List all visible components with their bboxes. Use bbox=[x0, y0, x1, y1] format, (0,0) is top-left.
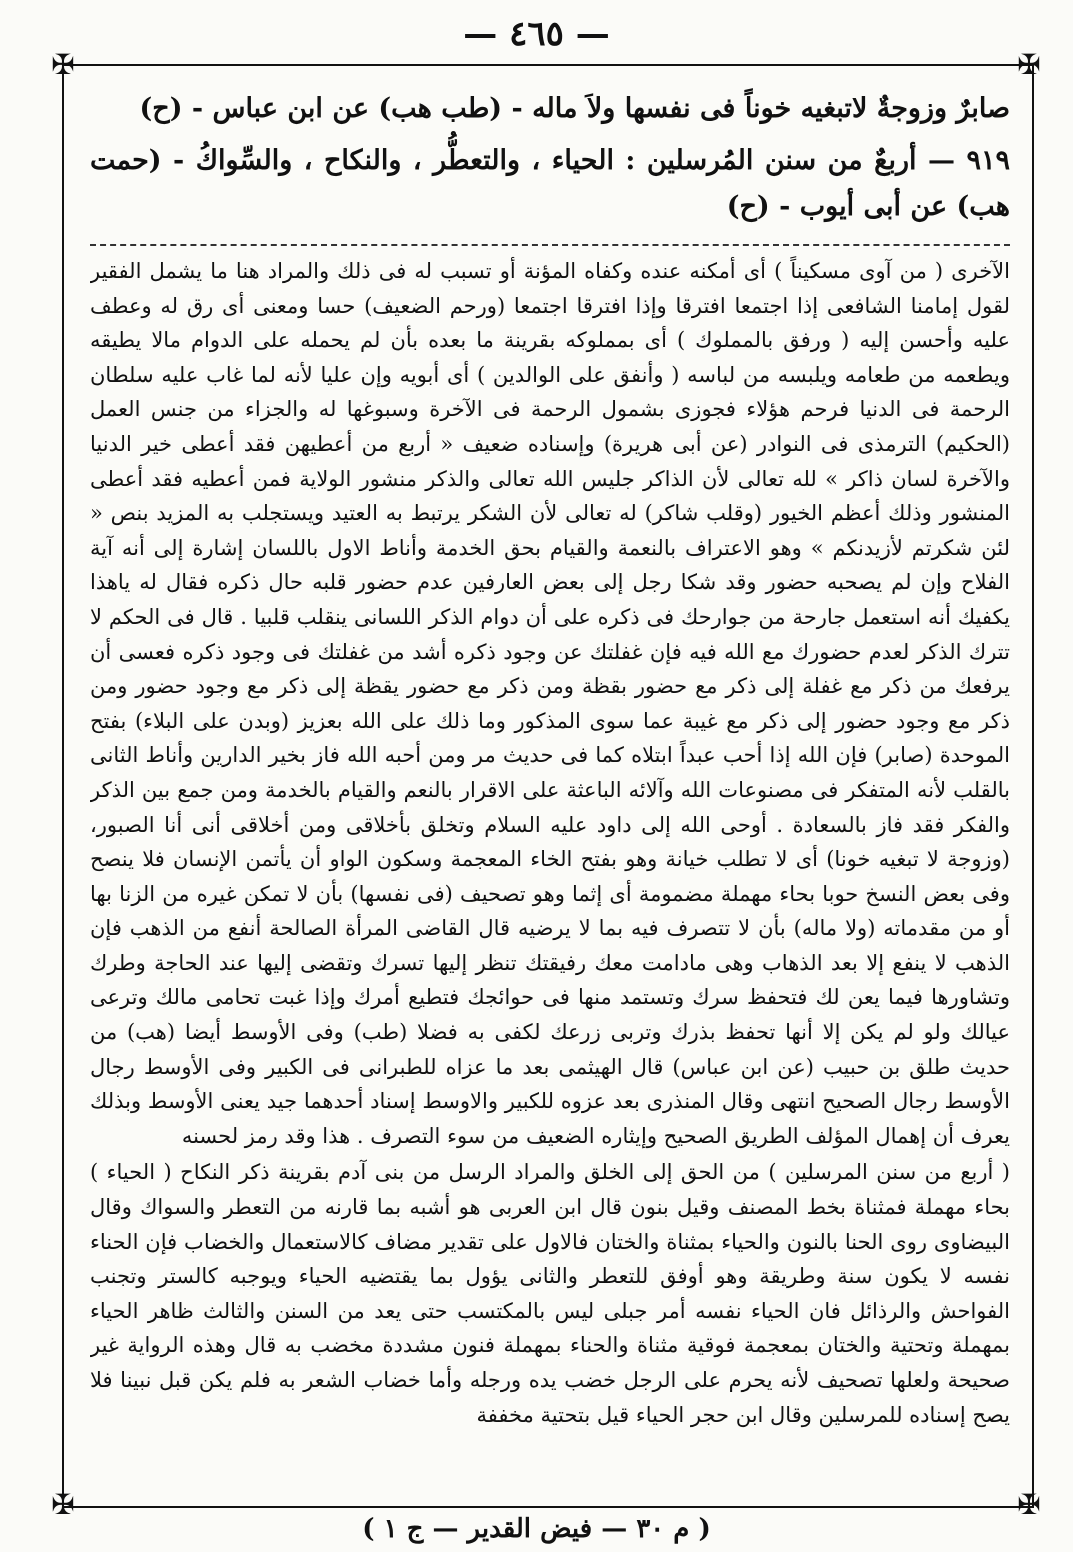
page-content bbox=[90, 86, 1010, 1486]
dashed-divider bbox=[90, 244, 1010, 246]
commentary-paragraph: ( أربع من سنن المرسلين ) من الحق إلى الخلق والمراد الرسل من بنى آدم بقرينة ذكر النكاح ( الحياء ) بحاء مهملة فمثناة بخط المصنف وقيل بنون قال ابن العربى هو أشبه بما قارنه من التعطر والسواك وقال البيضاوى روى الحنا بالنون والحياء بمثناة والختان فالاول على تقدير مضاف كالاستعمال والخضاب فإن الحناء نفسه لا يكون سنة وطريقة وهو أوفق للتعطر والثانى يؤول بما يقتضيه الحياء ويوجبه كالستر وتجنب الفواحش والرذائل فان الحياء نفسه أمر جبلى ليس بالمكتسب حتى يعد من السنن والثالث ظاهر الحياء بمهملة وتحتية والختان بمعجمة فوقية مثناة والحناء بمهملة فنون مشددة مخضب به قال وهذه الرواية غير صحيحة ولعلها تصحيف لأنه يحرم على الرجل خضب يده ورجله وأما خضاب الشعر به فلم يكن قبل نبينا فلا يصح إسناده للمرسلين وقال ابن حجر الحياء قيل بتحتية مخففة bbox=[90, 1160, 1010, 1427]
hadith-continuation: صابرٌ وزوجةٌ لاتبغيه خوناً فى نفسها ولاَ ماله - (طب هب) عن ابن عباس - (ح) bbox=[139, 93, 1010, 124]
commentary-paragraph: الآخرى ( من آوى مسكيناً ) أى أمكنه عنده وكفاه المؤنة أو تسبب له فى ذلك والمراد هنا ما يشمل الفقير لقول إمامنا الشافعى إذا اجتمعا افترقا وإذا افترقا اجتمعا (ورحم الضعيف) حسا ومعنى أى رق له وعطف عليه وأحسن إليه ( ورفق بالمملوك ) أى بمملوكه بقرينة ما بعده بأن لم يحمله على الدوام مالا يطيقه ويطعمه من طعامه ويلبسه من لباسه ( وأنفق على الوالدين ) أى أبويه وإن عليا لأنه لما غاب عليه سلطان الرحمة فى الدنيا فرحم هؤلاء فجوزى بشمول الرحمة فى الآخرة وسبوغها له والجزاء من جنس العمل (الحكيم) الترمذى فى النوادر (عن أبى هريرة) وإسناده ضعيف « أربع من أعطيهن فقد أعطى خير الدنيا والآخرة لسان ذاكر » لله تعالى لأن الذاكر جليس الله تعالى والذكر منشور الولاية فمن أعطيه فقد أعطى المنشور وذلك أعظم الخيور (وقلب شاكر) له تعالى لأن الشكر يرتبط به العتيد ويستجلب به المزيد بنص « لئن شكرتم لأزيدنكم » وهو الاعتراف بالنعمة والقيام بحق الخدمة وأناط الاول باللسان إشارة إلى أنه آية الفلاح وإن لم يصحبه حضور وقد شكا رجل إلى بعض العارفين عدم حضور قلبه حال ذكره فقال له ياهذا يكفيك أنه استعمل جارحة من جوارحك فى ذكره على أن دوام الذكر اللسانى ينقلب قلبيا . قال فى الحكم لا تترك الذكر لعدم حضورك مع الله فيه فإن غفلتك عن وجود ذكره أشد من غفلتك فى وجود ذكره فعسى أن يرفعك من ذكر مع غفلة إلى ذكر مع حضور بقظة ومن ذكر مع حضور يقظة إلى ذكر مع وجود حضور ومن ذكر مع وجود حضور إلى ذكر مع غيبة عما سوى المذكور وما ذلك على الله بعزيز (وبدن على البلاء) بفتح الموحدة (صابر) فإن الله إذا أحب عبداً ابتلاه كما فى حديث مر ومن أحبه الله فاز بخير الدارين وأناط الثانى بالقلب لأنه المتفكر فى مصنوعات الله وآلائه الباعثة على الاقرار بالنعم والقيام بالخدمة ومن جمع بين الذكر والفكر فقد فاز بالسعادة . أوحى الله إلى داود عليه السلام وتخلق بأخلاقى ومن أخلاقى أنى أنا الصبور، (وزوجة لا تبغيه خونا) أى لا تطلب خيانة وهو بفتح الخاء المعجمة وسكون الواو أن يأتمن الإنسان فلا ينصح وفى بعض النسخ حوبا بحاء مهملة مضمومة أى إثما وهو تصحيف (فى نفسها) بأن لا تمكن غيره من الزنا بها أو من مقدماته (ولا ماله) بأن لا تتصرف فيه بما لا يرضيه قال القاضى المرأة الصالحة أنفع من الذهب فإن الذهب لا ينفع إلا بعد الذهاب وهى مادامت معك رفيقتك تنظر إليها تسرك وتقضى إليها عند الحاجة وطرك وتشاورها فيما يعن لك فتحفظ سرك وتستمد منها فى حوائجك فتطيع أمرك وإذا غبت تحامى مالك وترعى عيالك ولو لم يكن إلا أنها تحفظ بذرك وتربى زرعك لكفى به فضلا (طب) وفى الأوسط أيضا (هب) من حديث طلق بن حبيب (عن ابن عباس) قال الهيثمى بعد ما عزاه للطبرانى فى الكبير وفى الأوسط رجال الأوسط رجال الصحيح انتهى وقال المنذرى بعد عزوه للكبير والاوسط إسناد أحدهما جيد يعنى الأوسط وبذلك يعرف أن إهمال المؤلف الطريق الصحيح وإيثاره الضعيف من سوء التصرف . هذا وقد رمز لحسنه bbox=[90, 259, 1010, 1148]
corner-ornament-icon: ✠ bbox=[1017, 48, 1041, 81]
corner-ornament-icon: ✠ bbox=[1017, 1488, 1041, 1521]
hadith-919: ٩١٩ — أربعٌ من سنن المُرسلين : الحياء ، والتعطُّر ، والنكاح ، والسِّواكُ - (حمت هب) عن أبى أيوب - (ح) bbox=[90, 145, 1010, 222]
page-number: — ٤٦٥ — bbox=[463, 14, 610, 54]
commentary bbox=[90, 254, 1010, 1432]
footer-signature-line: ( م ٣٠ — فيض القدير — ج ١ ) bbox=[362, 1514, 711, 1544]
corner-ornament-icon: ✠ bbox=[51, 48, 75, 81]
corner-ornament-icon: ✠ bbox=[51, 1488, 75, 1521]
